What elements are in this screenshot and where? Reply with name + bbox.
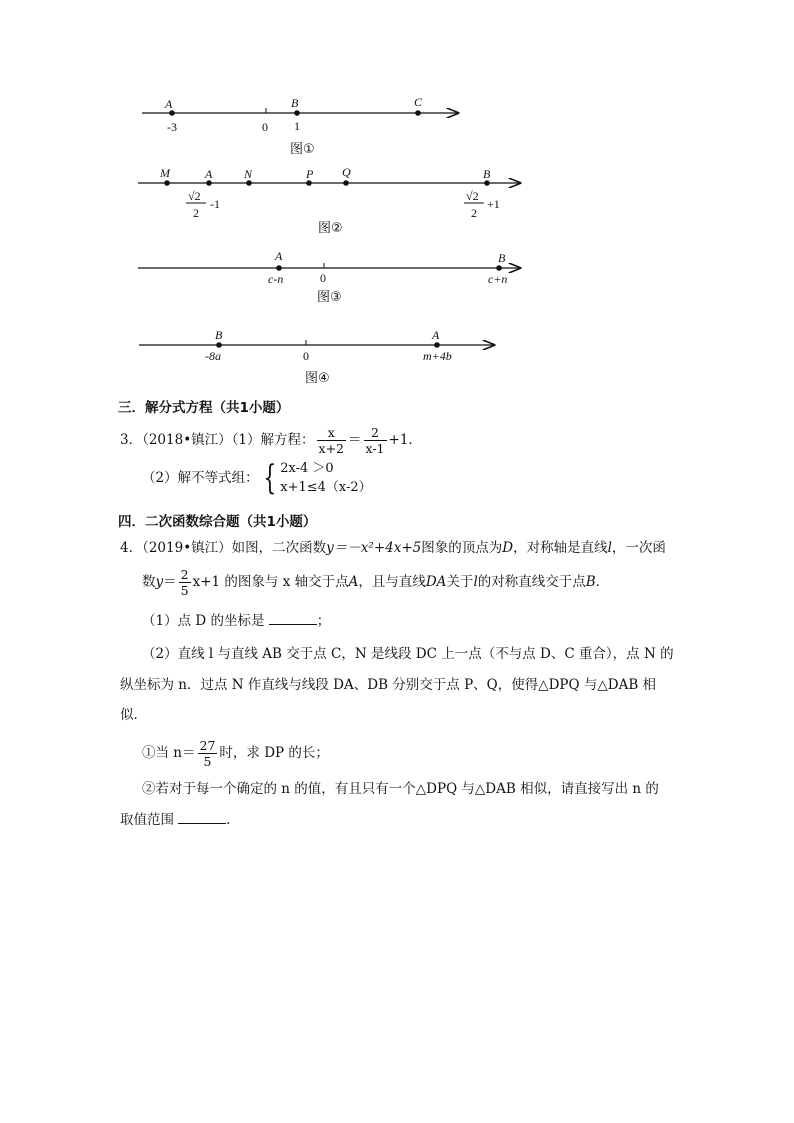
question-3-part-1 <box>120 425 422 456</box>
text-segment: 图象的顶点为 <box>421 540 503 556</box>
inequality-system <box>280 459 371 497</box>
point-m-label: M <box>160 166 170 180</box>
line-da: DA <box>425 574 447 590</box>
question-source: （2018•镇江） <box>142 432 232 448</box>
figure-3-caption: 图③ <box>317 290 342 305</box>
point-a-dot <box>276 265 282 271</box>
point-a-dot <box>169 110 175 116</box>
b-value-denominator: 2 <box>471 206 477 220</box>
point-q-dot <box>343 180 349 186</box>
point-b-label: B <box>291 96 299 110</box>
point-b-dot <box>484 180 490 186</box>
text-segment: 时，求 DP 的长； <box>219 745 329 761</box>
equation-sign: ＝ <box>348 432 362 448</box>
system-brace: { <box>262 458 276 498</box>
figure-1-number-line <box>142 95 458 157</box>
question-3-part-2 <box>142 459 372 497</box>
a-value-denominator: 2 <box>193 206 199 220</box>
question-4-line-2 <box>142 567 609 598</box>
inequality-1: 2x-4 ＞0 <box>280 461 334 476</box>
question-4-sub-2-line-2 <box>120 811 240 829</box>
equation-right-fraction: $\frac{2}{x-1}$ <box>365 425 385 456</box>
point-a-value: c-n <box>268 272 284 286</box>
answer-blank[interactable] <box>269 612 317 625</box>
section-4-heading: 四．二次函数综合题（共1小题） <box>118 514 317 530</box>
text-segment: ，对称轴是直线 <box>513 540 608 556</box>
origin-value: 0 <box>303 349 309 363</box>
inequality-2: x+1≤4（x-2） <box>280 480 372 495</box>
point-a-dot <box>434 342 440 348</box>
figure-4-caption: 图④ <box>305 371 330 386</box>
point-b-label: B <box>498 251 506 265</box>
text-segment: ． <box>595 574 610 590</box>
point-c-dot <box>415 110 421 116</box>
point-b-value: 1 <box>294 119 300 133</box>
number-line-figures <box>0 0 794 400</box>
point-p-dot <box>306 180 312 186</box>
point-b-value: c+n <box>488 272 508 286</box>
a-value-numerator: √2 <box>188 189 201 203</box>
equals-sign: ＝ <box>163 574 177 590</box>
text-segment: 关于 <box>446 574 474 590</box>
point-a-label: A <box>432 328 440 342</box>
text-segment: ； <box>316 613 331 629</box>
equation-tail: +1． <box>388 432 422 448</box>
linear-slope-fraction: $\frac{2}{5}$ <box>180 567 189 598</box>
origin-value: 0 <box>262 120 268 134</box>
point-a-label: A <box>205 167 213 181</box>
point-b-dot <box>216 342 222 348</box>
line-l: l <box>607 540 612 556</box>
point-a-label: A <box>275 249 283 263</box>
point-c-label: C <box>414 95 423 109</box>
point-n-label: N <box>244 167 253 181</box>
question-4-part-1 <box>142 612 330 630</box>
quadratic-function: y＝－x²+4x+5 <box>326 540 422 556</box>
figure-4-number-line <box>139 328 494 386</box>
point-a-value: m+4b <box>423 349 452 363</box>
point-a-label: A <box>165 97 173 111</box>
question-4-part-2-line-1: （2）直线 l 与直线 AB 交于点 C，N 是线段 DC 上一点（不与点 D、C 重合），点 N 的 <box>142 646 674 662</box>
part-2-prefix: （2）解不等式组： <box>142 470 259 486</box>
point-m-dot <box>164 180 170 186</box>
text-segment: x+1 的图象与 x 轴交于点 <box>192 574 349 590</box>
text-segment: 的对称直线交于点 <box>477 574 586 590</box>
b-value-numerator: √2 <box>466 189 479 203</box>
point-q-label: Q <box>342 165 351 179</box>
question-source: （2019•镇江） <box>142 540 232 556</box>
n-value-fraction: $\frac{27}{5}$ <box>199 738 216 769</box>
part-1-text: （1）点 D 的坐标是 <box>142 613 265 629</box>
point-d: D <box>502 540 514 556</box>
answer-blank[interactable] <box>178 811 226 824</box>
point-a: A <box>348 574 359 590</box>
point-a-value: -3 <box>167 120 177 134</box>
question-4-line-1 <box>120 539 666 557</box>
text-segment: ①当 n＝ <box>142 745 196 761</box>
origin-value: 0 <box>320 271 326 285</box>
b-value-suffix: +1 <box>487 197 500 211</box>
line-l: l <box>473 574 478 590</box>
point-b-dot <box>294 110 300 116</box>
text-segment: ． <box>226 812 240 828</box>
a-value-suffix: -1 <box>210 197 220 211</box>
point-n-dot <box>246 180 252 186</box>
text-segment: 取值范围 <box>120 812 174 828</box>
figure-1-caption: 图① <box>290 142 315 157</box>
point-b-value: -8a <box>205 349 221 363</box>
figure-2-number-line <box>138 165 520 236</box>
text-segment: 数 <box>142 574 156 590</box>
section-3-heading: 三．解分式方程（共1小题） <box>118 400 290 416</box>
point-p-label: P <box>306 167 314 181</box>
question-number: 4． <box>120 540 143 556</box>
question-4-sub-2-line-1: ②若对于每一个确定的 n 的值，有且只有一个△DPQ 与△DAB 相似，请直接写出 n 的 <box>142 781 659 797</box>
text-segment: 如图，二次函数 <box>231 540 327 556</box>
text-segment: ，一次函 <box>611 540 666 556</box>
question-4-part-2-line-3: 似． <box>120 707 147 723</box>
question-4-part-2-line-2: 纵坐标为 n．过点 N 作直线与线段 DA、DB 分别交于点 P、Q，使得△DPQ 与△DAB 相 <box>120 677 657 693</box>
question-4-sub-1 <box>142 738 329 769</box>
figure-3-number-line <box>138 249 520 305</box>
equation-left-fraction: $\frac{x}{x+2}$ <box>318 425 344 456</box>
variable-y: y <box>155 574 164 590</box>
point-b-label: B <box>215 328 223 342</box>
figure-2-caption: 图② <box>318 221 343 236</box>
point-b-dot <box>496 265 502 271</box>
part-1-prefix: （1）解方程： <box>231 432 315 448</box>
question-number: 3． <box>120 432 143 448</box>
point-a-dot <box>206 180 212 186</box>
point-b-label: B <box>483 167 491 181</box>
point-b: B <box>585 574 596 590</box>
text-segment: ，且与直线 <box>358 574 426 590</box>
